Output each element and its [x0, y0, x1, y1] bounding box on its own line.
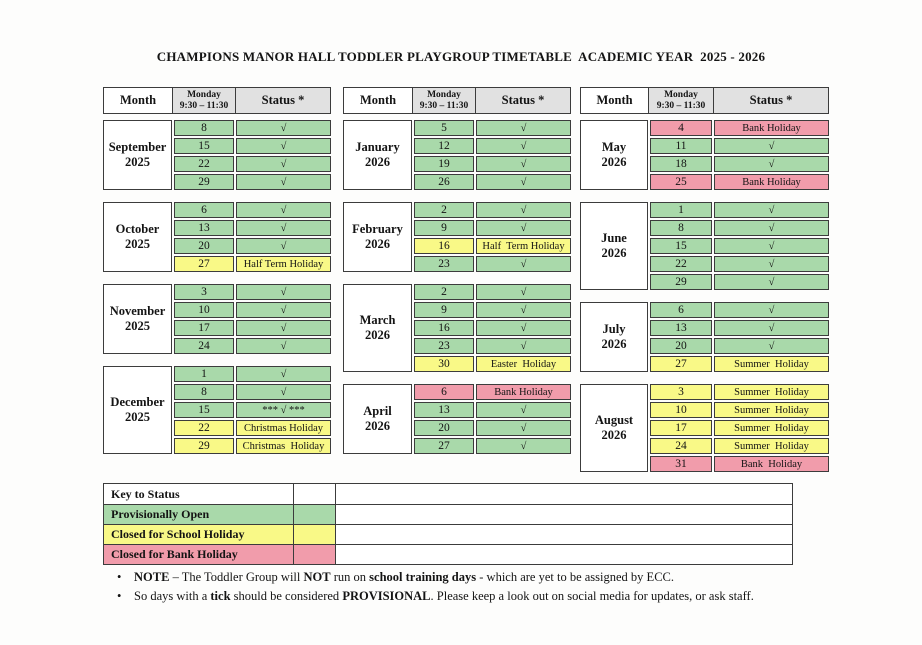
- month-year: 2026: [365, 328, 390, 342]
- status-cell: √: [476, 320, 571, 336]
- month-year: 2026: [601, 337, 627, 351]
- month-year: 2025: [125, 155, 150, 169]
- header-day-line2: 9:30 – 11:30: [419, 100, 469, 111]
- table-row: [414, 284, 571, 300]
- date-cell: 13: [174, 220, 234, 236]
- table-row: [414, 320, 571, 336]
- key-empty-cell: [336, 525, 792, 544]
- month-rows: [174, 366, 331, 454]
- month-name: November: [109, 304, 166, 318]
- date-cell: 10: [650, 402, 712, 418]
- month-table: [343, 120, 571, 190]
- date-cell: 23: [414, 256, 474, 272]
- footnotes: [117, 570, 837, 608]
- date-cell: 29: [650, 274, 712, 290]
- status-cell: √: [714, 256, 829, 272]
- month-label: [103, 284, 172, 354]
- month-label: [103, 202, 172, 272]
- status-cell: √: [236, 220, 331, 236]
- note-segment: – The Toddler Group will: [169, 570, 304, 584]
- table-row: [414, 420, 571, 436]
- table-row: [414, 138, 571, 154]
- date-cell: 8: [650, 220, 712, 236]
- month-table: [580, 202, 829, 290]
- note-segment: run on: [330, 570, 370, 584]
- table-row: [174, 320, 331, 336]
- date-cell: 25: [650, 174, 712, 190]
- month-label: [343, 202, 412, 272]
- status-cell: √: [476, 256, 571, 272]
- status-cell: √: [476, 120, 571, 136]
- date-cell: 3: [174, 284, 234, 300]
- date-cell: 17: [174, 320, 234, 336]
- status-cell: √: [714, 202, 829, 218]
- date-cell: 8: [174, 120, 234, 136]
- table-row: [174, 138, 331, 154]
- table-header: [343, 87, 571, 114]
- month-year: 2026: [601, 155, 627, 169]
- table-row: [650, 320, 829, 336]
- date-cell: 23: [414, 338, 474, 354]
- month-label: [103, 120, 172, 190]
- month-year: 2026: [601, 428, 627, 442]
- status-cell: √: [236, 138, 331, 154]
- status-cell: √: [236, 302, 331, 318]
- table-row: [414, 438, 571, 454]
- status-cell: √: [236, 174, 331, 190]
- table-row: [650, 302, 829, 318]
- status-cell: *** √ ***: [236, 402, 331, 418]
- key-color-swatch: [294, 505, 336, 524]
- month-label: [580, 120, 648, 190]
- status-cell: Summer Holiday: [714, 356, 829, 372]
- date-cell: 2: [414, 202, 474, 218]
- month-blocks: [343, 120, 571, 454]
- status-cell: Half Term Holiday: [476, 238, 571, 254]
- date-cell: 1: [650, 202, 712, 218]
- status-cell: √: [476, 202, 571, 218]
- month-table: [103, 202, 331, 272]
- month-table: [580, 384, 829, 472]
- page-title: CHAMPIONS MANOR HALL TODDLER PLAYGROUP TIMETABLE ACADEMIC YEAR 2025 - 2026: [156, 49, 766, 64]
- table-row: [650, 174, 829, 190]
- date-cell: 20: [414, 420, 474, 436]
- header-status: Status *: [749, 93, 793, 107]
- table-row: [414, 402, 571, 418]
- month-table: [343, 284, 571, 372]
- status-cell: √: [714, 274, 829, 290]
- month-table: [103, 120, 331, 190]
- note-text: [134, 570, 674, 585]
- month-name: June: [601, 231, 627, 245]
- month-rows: [650, 302, 829, 372]
- month-label: [343, 284, 412, 372]
- table-row: [414, 338, 571, 354]
- date-cell: 13: [650, 320, 712, 336]
- table-row: [650, 202, 829, 218]
- column-autumn-term: [103, 87, 331, 454]
- table-row: [174, 202, 331, 218]
- table-row: [650, 438, 829, 454]
- month-label: [580, 202, 648, 290]
- month-table: [343, 202, 571, 272]
- key-row: [104, 524, 792, 544]
- month-table: [103, 366, 331, 454]
- table-row: [650, 238, 829, 254]
- status-cell: Bank Holiday: [714, 120, 829, 136]
- table-row: [174, 338, 331, 354]
- date-cell: 12: [414, 138, 474, 154]
- table-row: [174, 420, 331, 436]
- status-cell: Christmas Holiday: [236, 438, 331, 454]
- date-cell: 22: [174, 156, 234, 172]
- month-name: October: [115, 222, 160, 236]
- date-cell: 22: [174, 420, 234, 436]
- key-row: [104, 544, 792, 564]
- note-segment: - which are yet to be assigned by ECC.: [476, 570, 674, 584]
- date-cell: 9: [414, 220, 474, 236]
- month-year: 2025: [125, 410, 150, 424]
- table-row: [414, 174, 571, 190]
- table-row: [174, 156, 331, 172]
- table-row: [174, 256, 331, 272]
- key-label: Closed for Bank Holiday: [104, 545, 294, 564]
- table-row: [414, 120, 571, 136]
- key-empty-cell: [336, 484, 792, 504]
- date-cell: 24: [174, 338, 234, 354]
- status-cell: Bank Holiday: [714, 456, 829, 472]
- status-cell: √: [714, 302, 829, 318]
- status-cell: √: [236, 320, 331, 336]
- note-segment: should be considered: [230, 589, 343, 603]
- header-month: Month: [104, 88, 173, 113]
- status-cell: √: [236, 384, 331, 400]
- header-status: Status *: [261, 93, 305, 107]
- month-label: [343, 120, 412, 190]
- note-segment: school training days: [369, 570, 477, 584]
- month-rows: [174, 202, 331, 272]
- status-cell: √: [476, 302, 571, 318]
- month-label: [580, 302, 648, 372]
- status-cell: √: [714, 320, 829, 336]
- status-cell: √: [714, 338, 829, 354]
- note-segment: NOT: [303, 570, 331, 584]
- month-name: March: [359, 313, 396, 327]
- table-row: [650, 156, 829, 172]
- status-cell: √: [714, 220, 829, 236]
- key-color-swatch: [294, 525, 336, 544]
- month-year: 2026: [601, 246, 627, 260]
- month-rows: [650, 384, 829, 472]
- status-cell: Half Term Holiday: [236, 256, 331, 272]
- date-cell: 16: [414, 320, 474, 336]
- month-table: [103, 284, 331, 354]
- date-cell: 27: [650, 356, 712, 372]
- date-cell: 9: [414, 302, 474, 318]
- table-row: [174, 238, 331, 254]
- date-cell: 3: [650, 384, 712, 400]
- month-name: August: [594, 413, 634, 427]
- header-day-line1: Monday: [427, 89, 461, 100]
- key-label: Closed for School Holiday: [104, 525, 294, 544]
- status-cell: Christmas Holiday: [236, 420, 331, 436]
- status-cell: √: [236, 284, 331, 300]
- month-blocks: [580, 120, 829, 472]
- status-cell: Summer Holiday: [714, 402, 829, 418]
- status-cell: √: [714, 238, 829, 254]
- status-cell: √: [476, 402, 571, 418]
- date-cell: 2: [414, 284, 474, 300]
- table-row: [650, 456, 829, 472]
- status-cell: Easter Holiday: [476, 356, 571, 372]
- table-row: [174, 220, 331, 236]
- date-cell: 16: [414, 238, 474, 254]
- table-header: [580, 87, 829, 114]
- status-cell: √: [714, 156, 829, 172]
- date-cell: 20: [174, 238, 234, 254]
- status-cell: √: [236, 338, 331, 354]
- note-item: [117, 570, 837, 585]
- date-cell: 24: [650, 438, 712, 454]
- status-cell: Bank Holiday: [714, 174, 829, 190]
- month-name: April: [363, 404, 392, 418]
- table-row: [174, 174, 331, 190]
- date-cell: 31: [650, 456, 712, 472]
- month-rows: [174, 284, 331, 354]
- date-cell: 11: [650, 138, 712, 154]
- month-table: [580, 120, 829, 190]
- table-row: [650, 420, 829, 436]
- status-cell: √: [476, 156, 571, 172]
- header-month: Month: [344, 88, 413, 113]
- month-rows: [650, 202, 829, 290]
- date-cell: 15: [174, 138, 234, 154]
- header-month: Month: [581, 88, 649, 113]
- table-row: [650, 220, 829, 236]
- status-cell: √: [476, 284, 571, 300]
- key-label: Provisionally Open: [104, 505, 294, 524]
- table-row: [174, 366, 331, 382]
- month-rows: [414, 284, 571, 372]
- date-cell: 6: [650, 302, 712, 318]
- date-cell: 18: [650, 156, 712, 172]
- status-cell: √: [476, 174, 571, 190]
- header-day: [649, 88, 714, 113]
- table-row: [414, 302, 571, 318]
- status-cell: √: [476, 338, 571, 354]
- month-rows: [650, 120, 829, 190]
- status-cell: √: [476, 220, 571, 236]
- key-row: [104, 484, 792, 504]
- note-segment: . Please keep a look out on social media for updates, or ask staff.: [430, 589, 754, 603]
- month-label: [580, 384, 648, 472]
- date-cell: 30: [414, 356, 474, 372]
- table-row: [414, 356, 571, 372]
- table-row: [174, 384, 331, 400]
- month-rows: [414, 202, 571, 272]
- month-year: 2025: [125, 237, 150, 251]
- status-cell: √: [236, 120, 331, 136]
- key-row: [104, 504, 792, 524]
- date-cell: 5: [414, 120, 474, 136]
- status-cell: Bank Holiday: [476, 384, 571, 400]
- status-cell: Summer Holiday: [714, 420, 829, 436]
- month-year: 2026: [365, 237, 390, 251]
- date-cell: 22: [650, 256, 712, 272]
- key-empty-cell: [336, 545, 792, 564]
- month-rows: [174, 120, 331, 190]
- month-blocks: [103, 120, 331, 454]
- table-row: [414, 238, 571, 254]
- column-summer-term: [580, 87, 829, 472]
- table-row: [650, 274, 829, 290]
- key-color-swatch: [294, 484, 336, 504]
- note-text: [134, 589, 754, 604]
- month-year: 2026: [365, 155, 390, 169]
- header-status: Status *: [501, 93, 545, 107]
- header-day-line1: Monday: [187, 89, 221, 100]
- table-row: [174, 302, 331, 318]
- month-rows: [414, 384, 571, 454]
- table-row: [650, 384, 829, 400]
- status-cell: √: [236, 366, 331, 382]
- table-row: [650, 402, 829, 418]
- month-label: [343, 384, 412, 454]
- table-row: [414, 384, 571, 400]
- month-name: February: [352, 222, 403, 236]
- table-row: [174, 120, 331, 136]
- note-item: [117, 589, 837, 604]
- date-cell: 6: [174, 202, 234, 218]
- status-cell: √: [236, 238, 331, 254]
- bullet-icon: •: [117, 570, 122, 584]
- date-cell: 13: [414, 402, 474, 418]
- date-cell: 26: [414, 174, 474, 190]
- date-cell: 27: [414, 438, 474, 454]
- table-row: [650, 256, 829, 272]
- table-row: [174, 402, 331, 418]
- date-cell: 29: [174, 174, 234, 190]
- table-row: [414, 220, 571, 236]
- date-cell: 6: [414, 384, 474, 400]
- status-cell: Summer Holiday: [714, 438, 829, 454]
- month-name: January: [355, 140, 400, 154]
- date-cell: 20: [650, 338, 712, 354]
- table-row: [650, 338, 829, 354]
- table-row: [174, 284, 331, 300]
- month-name: December: [110, 395, 165, 409]
- key-color-swatch: [294, 545, 336, 564]
- status-cell: √: [236, 156, 331, 172]
- date-cell: 29: [174, 438, 234, 454]
- month-year: 2026: [365, 419, 390, 433]
- bullet-icon: •: [117, 589, 122, 603]
- table-row: [414, 202, 571, 218]
- month-table: [580, 302, 829, 372]
- date-cell: 8: [174, 384, 234, 400]
- month-name: May: [601, 140, 627, 154]
- table-row: [650, 138, 829, 154]
- status-cell: √: [236, 202, 331, 218]
- note-segment: So days with a: [134, 589, 211, 603]
- date-cell: 4: [650, 120, 712, 136]
- table-header: [103, 87, 331, 114]
- note-segment: tick: [210, 589, 231, 603]
- note-segment: NOTE: [134, 570, 170, 584]
- note-segment: PROVISIONAL: [342, 589, 431, 603]
- header-day-line2: 9:30 – 11:30: [179, 100, 229, 111]
- key-label: Key to Status: [104, 484, 294, 504]
- table-row: [414, 256, 571, 272]
- status-cell: Summer Holiday: [714, 384, 829, 400]
- table-row: [650, 120, 829, 136]
- month-name: July: [602, 322, 626, 336]
- table-row: [174, 438, 331, 454]
- date-cell: 17: [650, 420, 712, 436]
- status-cell: √: [476, 138, 571, 154]
- date-cell: 19: [414, 156, 474, 172]
- status-cell: √: [714, 138, 829, 154]
- date-cell: 27: [174, 256, 234, 272]
- month-year: 2025: [125, 319, 150, 333]
- date-cell: 10: [174, 302, 234, 318]
- status-cell: √: [476, 438, 571, 454]
- header-day-line1: Monday: [664, 89, 698, 100]
- header-day: [173, 88, 236, 113]
- table-row: [414, 156, 571, 172]
- status-cell: √: [476, 420, 571, 436]
- month-table: [343, 384, 571, 454]
- month-name: September: [108, 140, 167, 154]
- date-cell: 1: [174, 366, 234, 382]
- header-day: [413, 88, 476, 113]
- column-spring-term: [343, 87, 571, 454]
- key-to-status-table: [103, 483, 793, 565]
- header-day-line2: 9:30 – 11:30: [656, 100, 706, 111]
- key-empty-cell: [336, 505, 792, 524]
- month-rows: [414, 120, 571, 190]
- table-row: [650, 356, 829, 372]
- date-cell: 15: [174, 402, 234, 418]
- month-label: [103, 366, 172, 454]
- date-cell: 15: [650, 238, 712, 254]
